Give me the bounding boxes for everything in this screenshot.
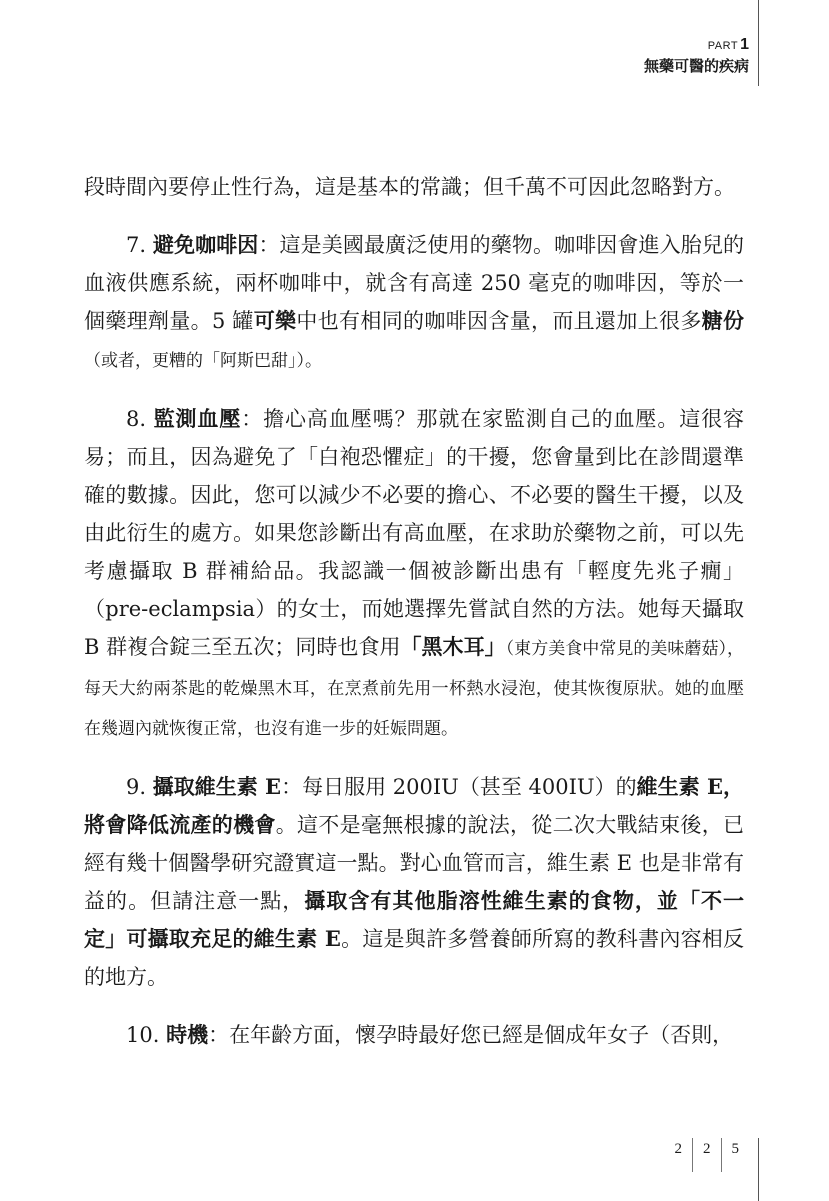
item-text-note: （東方美食中常見的美味蘑菇），每天大約兩茶匙的乾燥黑木耳，在烹煮前先用一杯熱水浸泡，使其恢復原狀。她的血壓在幾週內就恢復正常，也沒有進一步的妊娠問題。 — [84, 639, 745, 739]
header-divider-line — [758, 0, 759, 86]
item-text: ：這是美國最廣泛使用的藥物。咖啡因會進入胎兒的血液供應系統，兩杯咖啡中，就含有高達 250 毫克的咖啡因，等於一個藥理劑量。5 罐 — [84, 233, 745, 333]
part-number: 1 — [740, 36, 749, 53]
emphasis-text: 可樂 — [253, 308, 297, 333]
item-text: 中也有相同的咖啡因含量，而且還加上很多 — [296, 309, 702, 333]
item-number: 9. — [126, 775, 153, 799]
item-text: ：每日服用 200IU（甚至 400IU）的 — [281, 775, 637, 799]
item-number: 8. — [126, 407, 154, 431]
page-body — [84, 168, 744, 1074]
chapter-title: 無藥可醫的疾病 — [643, 58, 749, 75]
page-digit: 2 — [692, 1138, 721, 1172]
part-label: PART — [707, 40, 739, 52]
item-text-note: （或者，更糟的「阿斯巴甜」）。 — [84, 351, 322, 371]
item-text: ：擔心高血壓嗎？那就在家監測自己的血壓。這很容易；而且，因為避免了「白袍恐懼症」的干擾，您會量到比在診間還準確的數據。因此，您可以減少不必要的擔心、不必要的醫生干擾，以及由此衍生的處方。如果您診斷出有高血壓，在求助於藥物之前，可以先考慮攝取 B 群補給品。我認識一個被診斷出患有「輕度先兆子癇」（pre-eclampsia）的女士，而她選擇先嘗試自然的方法。她每天攝取 B 群複合錠三至五次；同時也食用 — [84, 407, 745, 659]
emphasis-text: 攝取含有其他脂溶性維生素的食物，並「不一定」可攝取充足的維生素 E — [84, 888, 745, 951]
item-text: ：在年齡方面，懷孕時最好您已經是個成年女子（否則， — [208, 1023, 734, 1047]
paragraph-item-7 — [84, 226, 744, 380]
paragraph-item-10 — [84, 1016, 744, 1054]
emphasis-text: 維生素 E，將會降低流產的機會 — [84, 774, 744, 837]
item-heading: 避免咖啡因 — [152, 232, 259, 257]
item-number: 10. — [126, 1023, 167, 1047]
page-number — [665, 1138, 750, 1172]
paragraph-continued: 段時間內要停止性行為，這是基本的常識；但千萬不可因此忽略對方。 — [84, 175, 735, 199]
footer-divider-line — [758, 1138, 759, 1201]
item-text: 。這不是毫無根據的說法，從二次大戰結束後，已經有幾十個醫學研究證實這一點。對心血管而言，維生素 E 也是非常有益的。但請注意一點， — [84, 813, 745, 913]
item-heading: 監測血壓 — [153, 406, 242, 431]
item-heading: 攝取維生素 E — [152, 774, 282, 799]
item-text: 。這是與許多營養師所寫的教科書內容相反的地方。 — [84, 927, 744, 989]
emphasis-text: 「黑木耳」 — [400, 634, 506, 659]
item-number: 7. — [126, 233, 153, 257]
running-header — [644, 36, 749, 76]
paragraph-item-8 — [84, 400, 744, 748]
item-heading: 時機 — [166, 1022, 209, 1047]
emphasis-text: 糖份 — [701, 308, 745, 333]
page-digit: 5 — [721, 1138, 750, 1172]
page-digit: 2 — [674, 1141, 682, 1157]
paragraph-item-9 — [84, 768, 744, 996]
